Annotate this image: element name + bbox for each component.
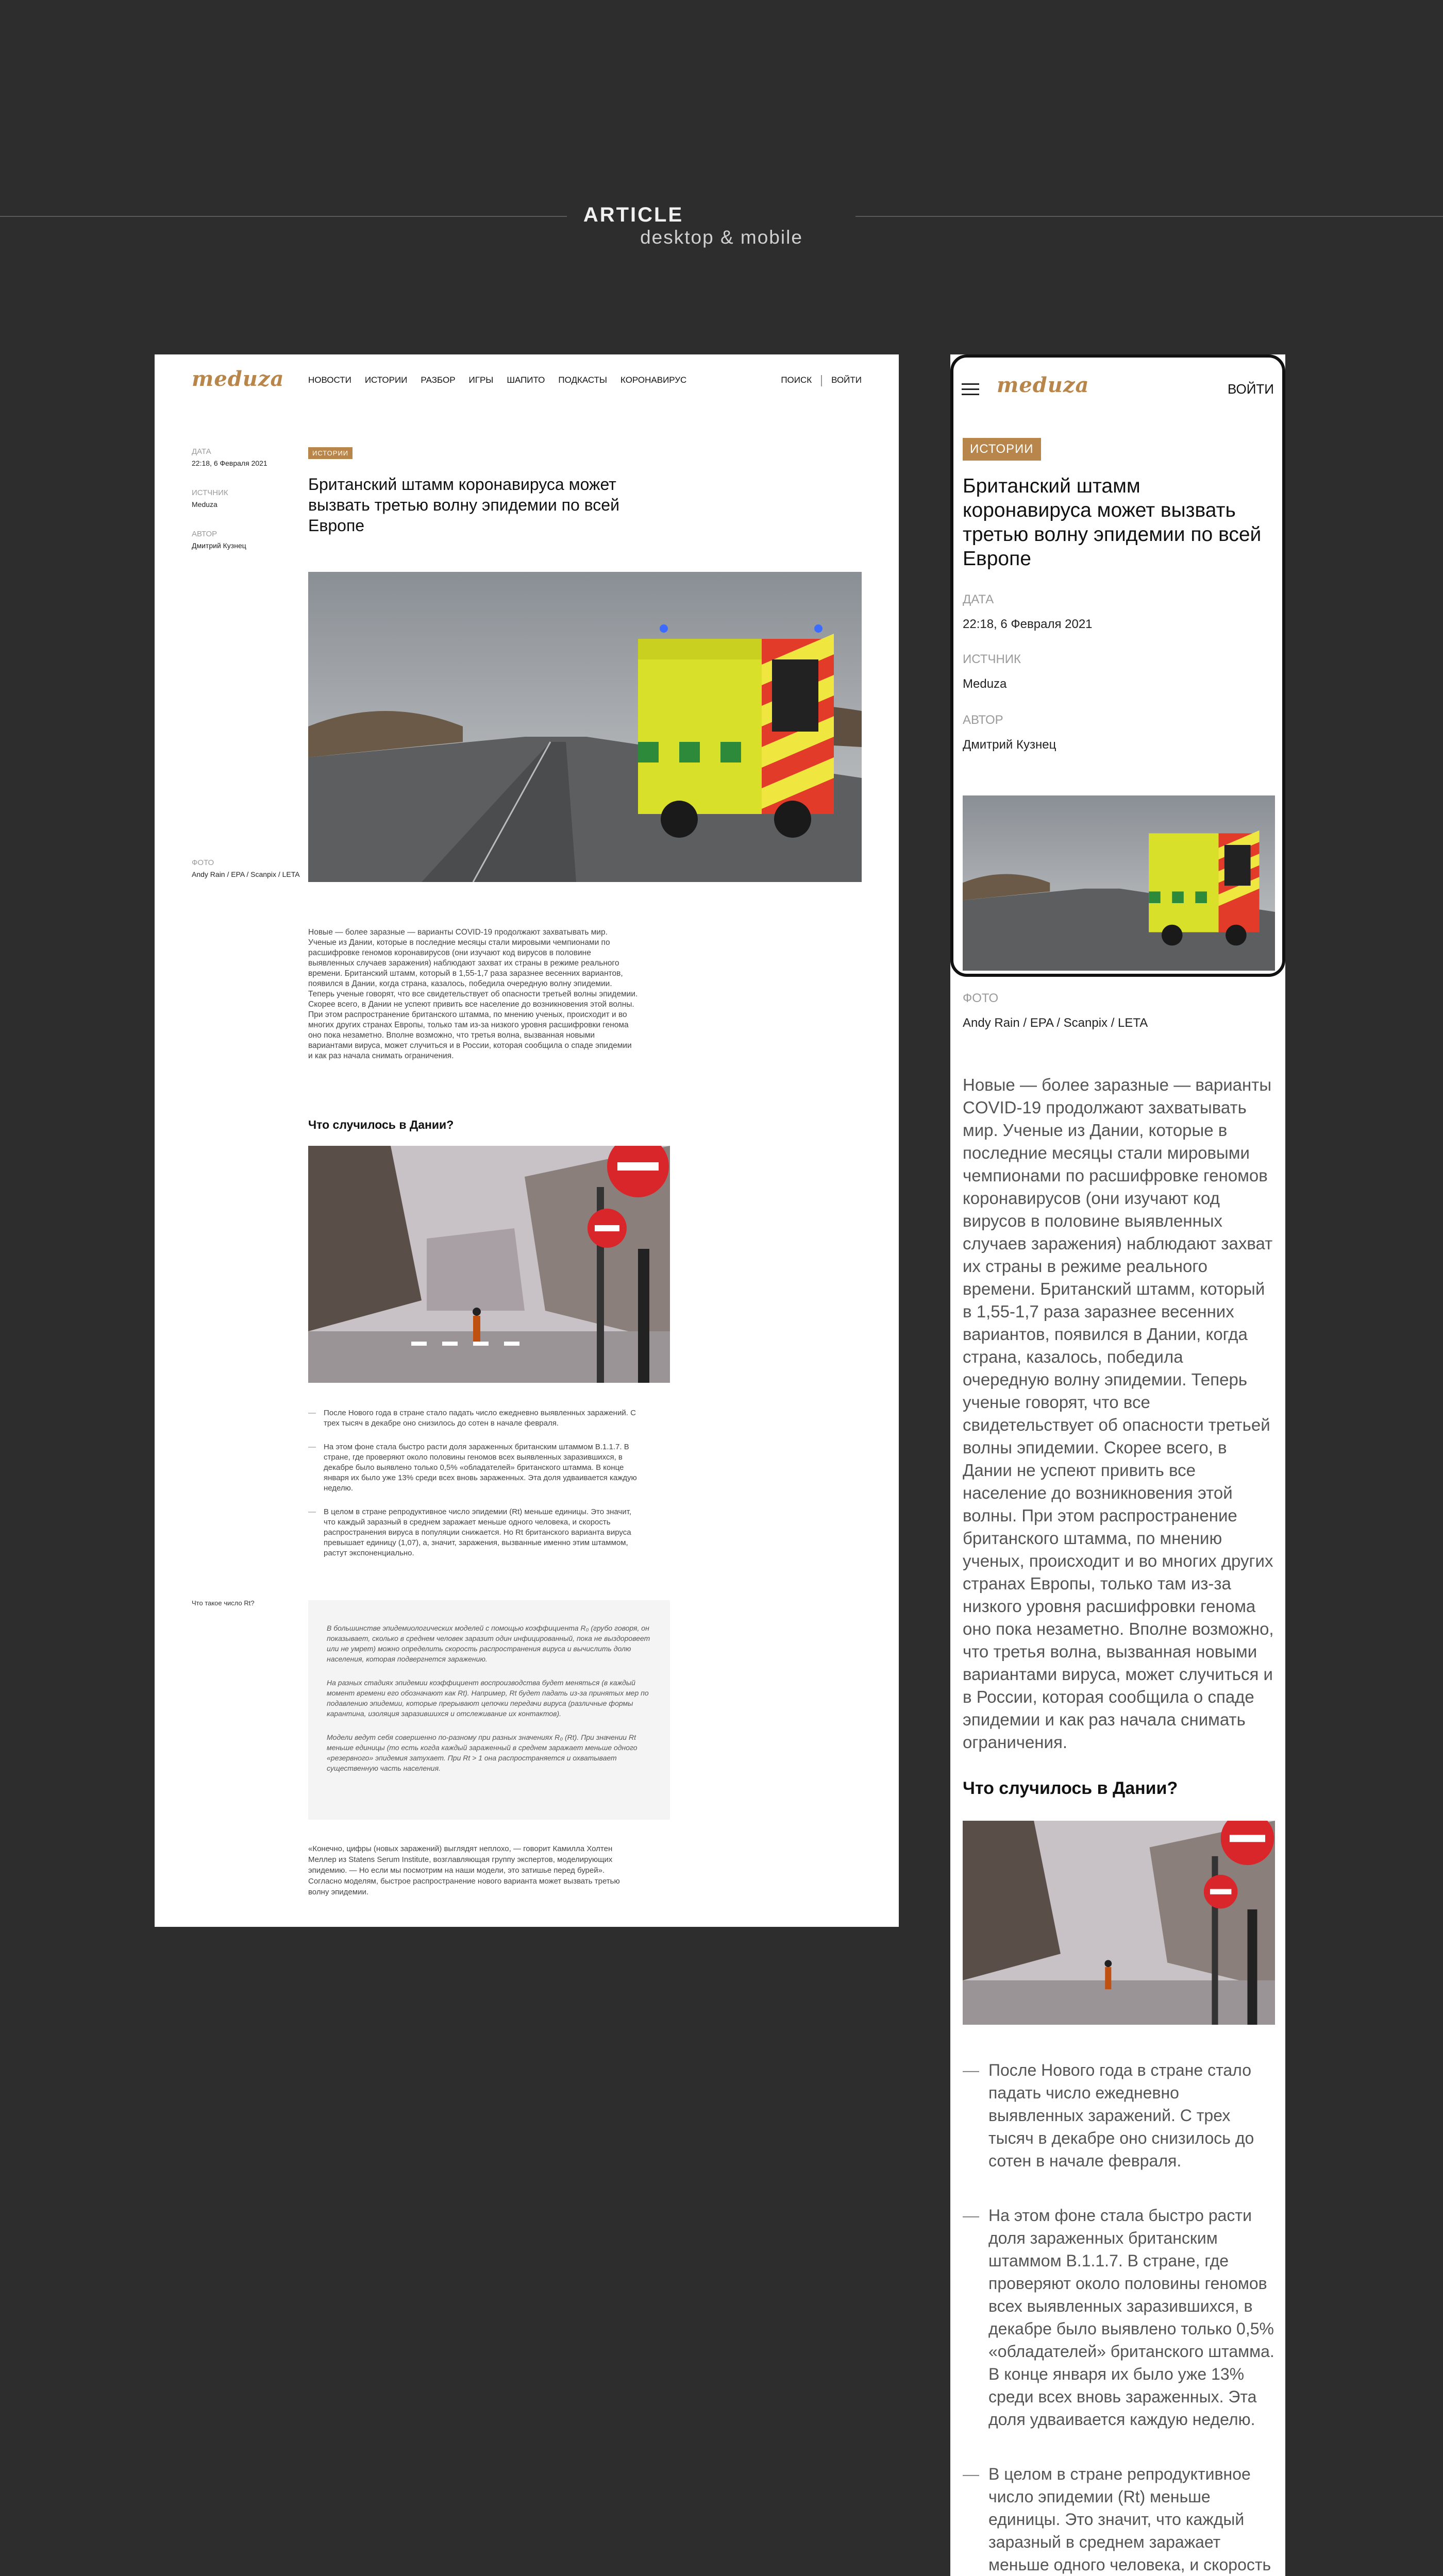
meta-photo-label: ФОТО [963, 991, 999, 1005]
mobile-article [950, 354, 1285, 2576]
meta-author-value[interactable]: Дмитрий Кузнец [963, 738, 1056, 752]
list-item-text: На этом фоне стала быстро расти доля зараженных британским штаммом B.1.1.7. В стране, где проверяют около половины геномов всех выявленных заразившихся, в декабре было выявлено только 0,5% «обладателей» британского штамма. В конце января их было уже 13% среди всех вновь зараженных. Эта доля удваивается каждую неделю. [988, 2206, 1274, 2429]
site-logo-mobile[interactable]: meduza [997, 373, 1089, 397]
explainer-paragraph: В большинстве эпидемиологических моделей с помощью коэффициента R₀ (грубо говоря, он показывает, сколько в среднем человек заразит один инфицированный, пока не выздоровеет или не умрет) можно определить скорость распространения вируса и вычислить долю населения, которая подвергнется заражению. [327, 1624, 650, 1663]
nav-divider [821, 375, 822, 386]
list-item-text: После Нового года в стране стало падать число ежедневно выявленных заражений. С трех тысяч в декабре оно снизилось до сотен в начале февраля. [988, 2061, 1254, 2170]
meta-photo-value: Andy Rain / EPA / Scanpix / LETA [192, 870, 300, 878]
header-subtitle: desktop & mobile [640, 227, 803, 248]
meta-source-label: ИСТЧНИК [192, 488, 228, 497]
section-heading: Что случилось в Дании? [308, 1118, 454, 1131]
explainer-paragraph: Модели ведут себя совершенно по-разному при разных значениях R₀ (Rt). При значении Rt меньше единицы (то есть когда каждый зараженный в среднем заражает меньше одного «резервного» эпидемия затухает. При Rt > 1 она распространяется и охватывает существенную часть населения. [327, 1733, 637, 1772]
explainer-block [308, 1600, 670, 1820]
closing-paragraph: «Конечно, цифры (новых заражений) выглядят неплохо, — говорит Камилла Холтен Меллер из Statens Serum Institute, возглавляющая группу экспертов, моделирующих эпидемию. — Но если мы посмотрим на наши модели, это затишье перед бурей». Согласно моделям, быстрое распространение нового варианта может вызвать третью волну эпидемии. [308, 1844, 620, 1896]
list-item: — На этом фоне стала быстро расти доля зараженных британским штаммом B.1.1.7. В стране, где проверяют около половины геномов всех выявленных заразившихся, в декабре было выявлено только 0,5% «обладателей» британского штамма. В конце января их было уже 13% среди всех вновь зараженных. Эта доля удваивается каждую неделю. [963, 2204, 1275, 2431]
main-nav [308, 375, 686, 385]
list-item: — После Нового года в стране стало падать число ежедневно выявленных заражений. С трех тысяч в декабре оно снизилось до сотен в начале февраля. [963, 2059, 1275, 2172]
search-link[interactable]: ПОИСК [781, 375, 812, 385]
meta-photo-value: Andy Rain / EPA / Scanpix / LETA [963, 1016, 1148, 1030]
meta-photo [192, 858, 300, 878]
category-badge-mobile[interactable]: ИСТОРИИ [963, 438, 1041, 461]
meta-date [192, 447, 267, 467]
list-item-text: В целом в стране репродуктивное число эпидемии (Rt) меньше единицы. Это значит, что каждый заразный в среднем заражает меньше одного человека, и скорость [988, 2465, 1271, 2574]
article-title-mobile: Британский штамм коронавируса может вызвать третью волну эпидемии по всей Европе [963, 475, 1262, 570]
meta-source-mobile [963, 652, 1021, 691]
key-facts-list-mobile [963, 2059, 1275, 2576]
site-logo[interactable]: meduza [192, 367, 284, 391]
header-title: ARTICLE [583, 204, 684, 226]
hero-photo-ambulance [308, 572, 862, 882]
street-photo-mobile [963, 1821, 1275, 2025]
list-item-text: На этом фоне стала быстро расти доля зараженных британским штаммом B.1.1.7. В стране, где проверяют около половины геномов всех выявленных заразившихся, в декабре было выявлено только 0,5% «обладателей» британского штамма. В конце января их было уже 13% среди всех вновь зараженных. Эта доля удваивается каждую неделю. [324, 1443, 637, 1493]
meta-author-value[interactable]: Дмитрий Кузнец [192, 541, 246, 550]
meta-date-label: ДАТА [192, 447, 211, 456]
nav-right [781, 375, 862, 386]
meta-date-value: 22:18, 6 Февраля 2021 [192, 459, 267, 467]
meta-photo-label: ФОТО [192, 858, 214, 867]
list-item-text: После Нового года в стране стало падать число ежедневно выявленных заражений. С трех тысяч в декабре оно снизилось до сотен в начале февраля. [324, 1409, 636, 1428]
list-item: — В целом в стране репродуктивное число эпидемии (Rt) меньше единицы. Это значит, что каждый заразный в среднем заражает меньше одного человека, и скорость [963, 2463, 1275, 2576]
meta-source [192, 488, 228, 509]
login-link[interactable]: ВОЙТИ [831, 375, 862, 385]
explainer-paragraph: На разных стадиях эпидемии коэффициент воспроизводства будет меняться (в каждый момент времени его обозначают как Rt). Например, Rt будет падать из-за принятых мер по подавлению эпидемии, которые прерывают цепочки передачи вируса (различные формы карантина, изоляция заразившихся и отслеживание их контактов). [327, 1679, 649, 1718]
meta-author-label: АВТОР [963, 713, 1003, 727]
article-title: Британский штамм коронавируса может вызвать третью волну эпидемии по всей Европе [308, 475, 619, 535]
meta-date-value: 22:18, 6 Февраля 2021 [963, 617, 1093, 631]
category-badge[interactable]: ИСТОРИИ [308, 447, 353, 459]
nav-item-podcasts[interactable]: ПОДКАСТЫ [558, 375, 607, 385]
list-item: — На этом фоне стала быстро расти доля зараженных британским штаммом B.1.1.7. В стране, где проверяют около половины геномов всех выявленных заразившихся, в декабре было выявлено только 0,5% «обладателей» британского штамма. В конце января их было уже 13% среди всех вновь зараженных. Эта доля удваивается каждую неделю. [308, 1442, 638, 1494]
nav-item-analysis[interactable]: РАЗБОР [421, 375, 456, 385]
meta-source-label: ИСТЧНИК [963, 652, 1021, 666]
sidenote-question: Что такое число Rt? [192, 1599, 255, 1607]
nav-item-games[interactable]: ИГРЫ [468, 375, 494, 385]
list-item: — После Нового года в стране стало падать число ежедневно выявленных заражений. С трех тысяч в декабре оно снизилось до сотен в начале февраля. [308, 1408, 638, 1429]
list-item: — В целом в стране репродуктивное число эпидемии (Rt) меньше единицы. Это значит, что каждый заразный в среднем заражает меньше одного человека, и скорость распространения вируса в популяции снижается. Но Rt британского варианта вируса превышает единицу (1,07), а, значит, заражения, вызванные именно этим штаммом, растут экспоненциально. [308, 1507, 638, 1558]
login-link-mobile[interactable]: ВОЙТИ [1228, 381, 1274, 397]
nav-item-coronavirus[interactable]: КОРОНАВИРУС [620, 375, 687, 385]
list-item-text: В целом в стране репродуктивное число эпидемии (Rt) меньше единицы. Это значит, что каждый заразный в среднем заражает меньше одного человека, и скорость распространения вируса в популяции снижается. Но Rt британского варианта вируса превышает единицу (1,07), а, значит, заражения, вызванные именно этим штаммом, растут экспоненциально. [324, 1507, 631, 1557]
menu-icon[interactable] [962, 383, 979, 399]
hero-photo-ambulance-mobile [963, 795, 1275, 971]
meta-date-mobile [963, 592, 1093, 632]
section-heading-mobile: Что случилось в Дании? [963, 1778, 1178, 1798]
street-photo [308, 1146, 670, 1383]
nav-item-shapito[interactable]: ШАПИТО [507, 375, 545, 385]
desktop-article [155, 354, 899, 1927]
meta-date-label: ДАТА [963, 592, 994, 606]
meta-author-mobile [963, 713, 1056, 752]
meta-author-label: АВТОР [192, 530, 217, 538]
nav-item-news[interactable]: НОВОСТИ [308, 375, 351, 385]
meta-source-value[interactable]: Meduza [192, 500, 217, 509]
meta-source-value[interactable]: Meduza [963, 677, 1007, 691]
meta-photo-mobile [963, 991, 1148, 1030]
nav-item-stories[interactable]: ИСТОРИИ [364, 375, 408, 385]
meta-author [192, 530, 246, 550]
key-facts-list [308, 1408, 638, 1572]
article-body: Новые — более заразные — варианты COVID-19 продолжают захватывать мир. Ученые из Дании, которые в последние месяцы стали мировыми чемпионами по расшифровке геномов коронавирусов (они изучают код вирусов в половине выявленных случаев заражения) наблюдают захват их страны в режиме реального времени. Британский штамм, который в 1,55-1,7 раза заразнее весенних вариантов, появился в Дании, когда страна, казалось, победила очередную волну эпидемии. Теперь ученые говорят, что все свидетельствует об опасности третьей волны эпидемии. Скорее всего, в Дании не успеют привить все население до возникновения этой волны. При этом распространение британского штамма, по мнению ученых, происходит и во многих других странах Европы, только там из-за низкого уровня расшифровки генома оно пока незаметно. Вполне возможно, что третья волна, вызванная новыми вариантами вируса, может случиться и в России, которая сообщила о спаде эпидемии и как раз начала снимать ограничения. [308, 928, 638, 1060]
article-body-mobile: Новые — более заразные — варианты COVID-19 продолжают захватывать мир. Ученые из Дании, которые в последние месяцы стали мировыми чемпионами по расшифровке геномов коронавирусов (они изучают код вирусов в половине выявленных случаев заражения) наблюдают захват их страны в режиме реального времени. Британский штамм, который в 1,55-1,7 раза заразнее весенних вариантов, появился в Дании, когда страна, казалось, победила очередную волну эпидемии. Теперь ученые говорят, что все свидетельствует об опасности третьей волны эпидемии. Скорее всего, в Дании не успеют привить все население до возникновения этой волны. При этом распространение британского штамма, по мнению ученых, происходит и во многих других странах Европы, только там из-за низкого уровня расшифровки генома оно пока незаметно. Вполне возможно, что третья волна, вызванная новыми вариантами вируса, может случиться и в России, которая сообщила о спаде эпидемии и как раз начала снимать ограничения. [963, 1075, 1274, 1752]
